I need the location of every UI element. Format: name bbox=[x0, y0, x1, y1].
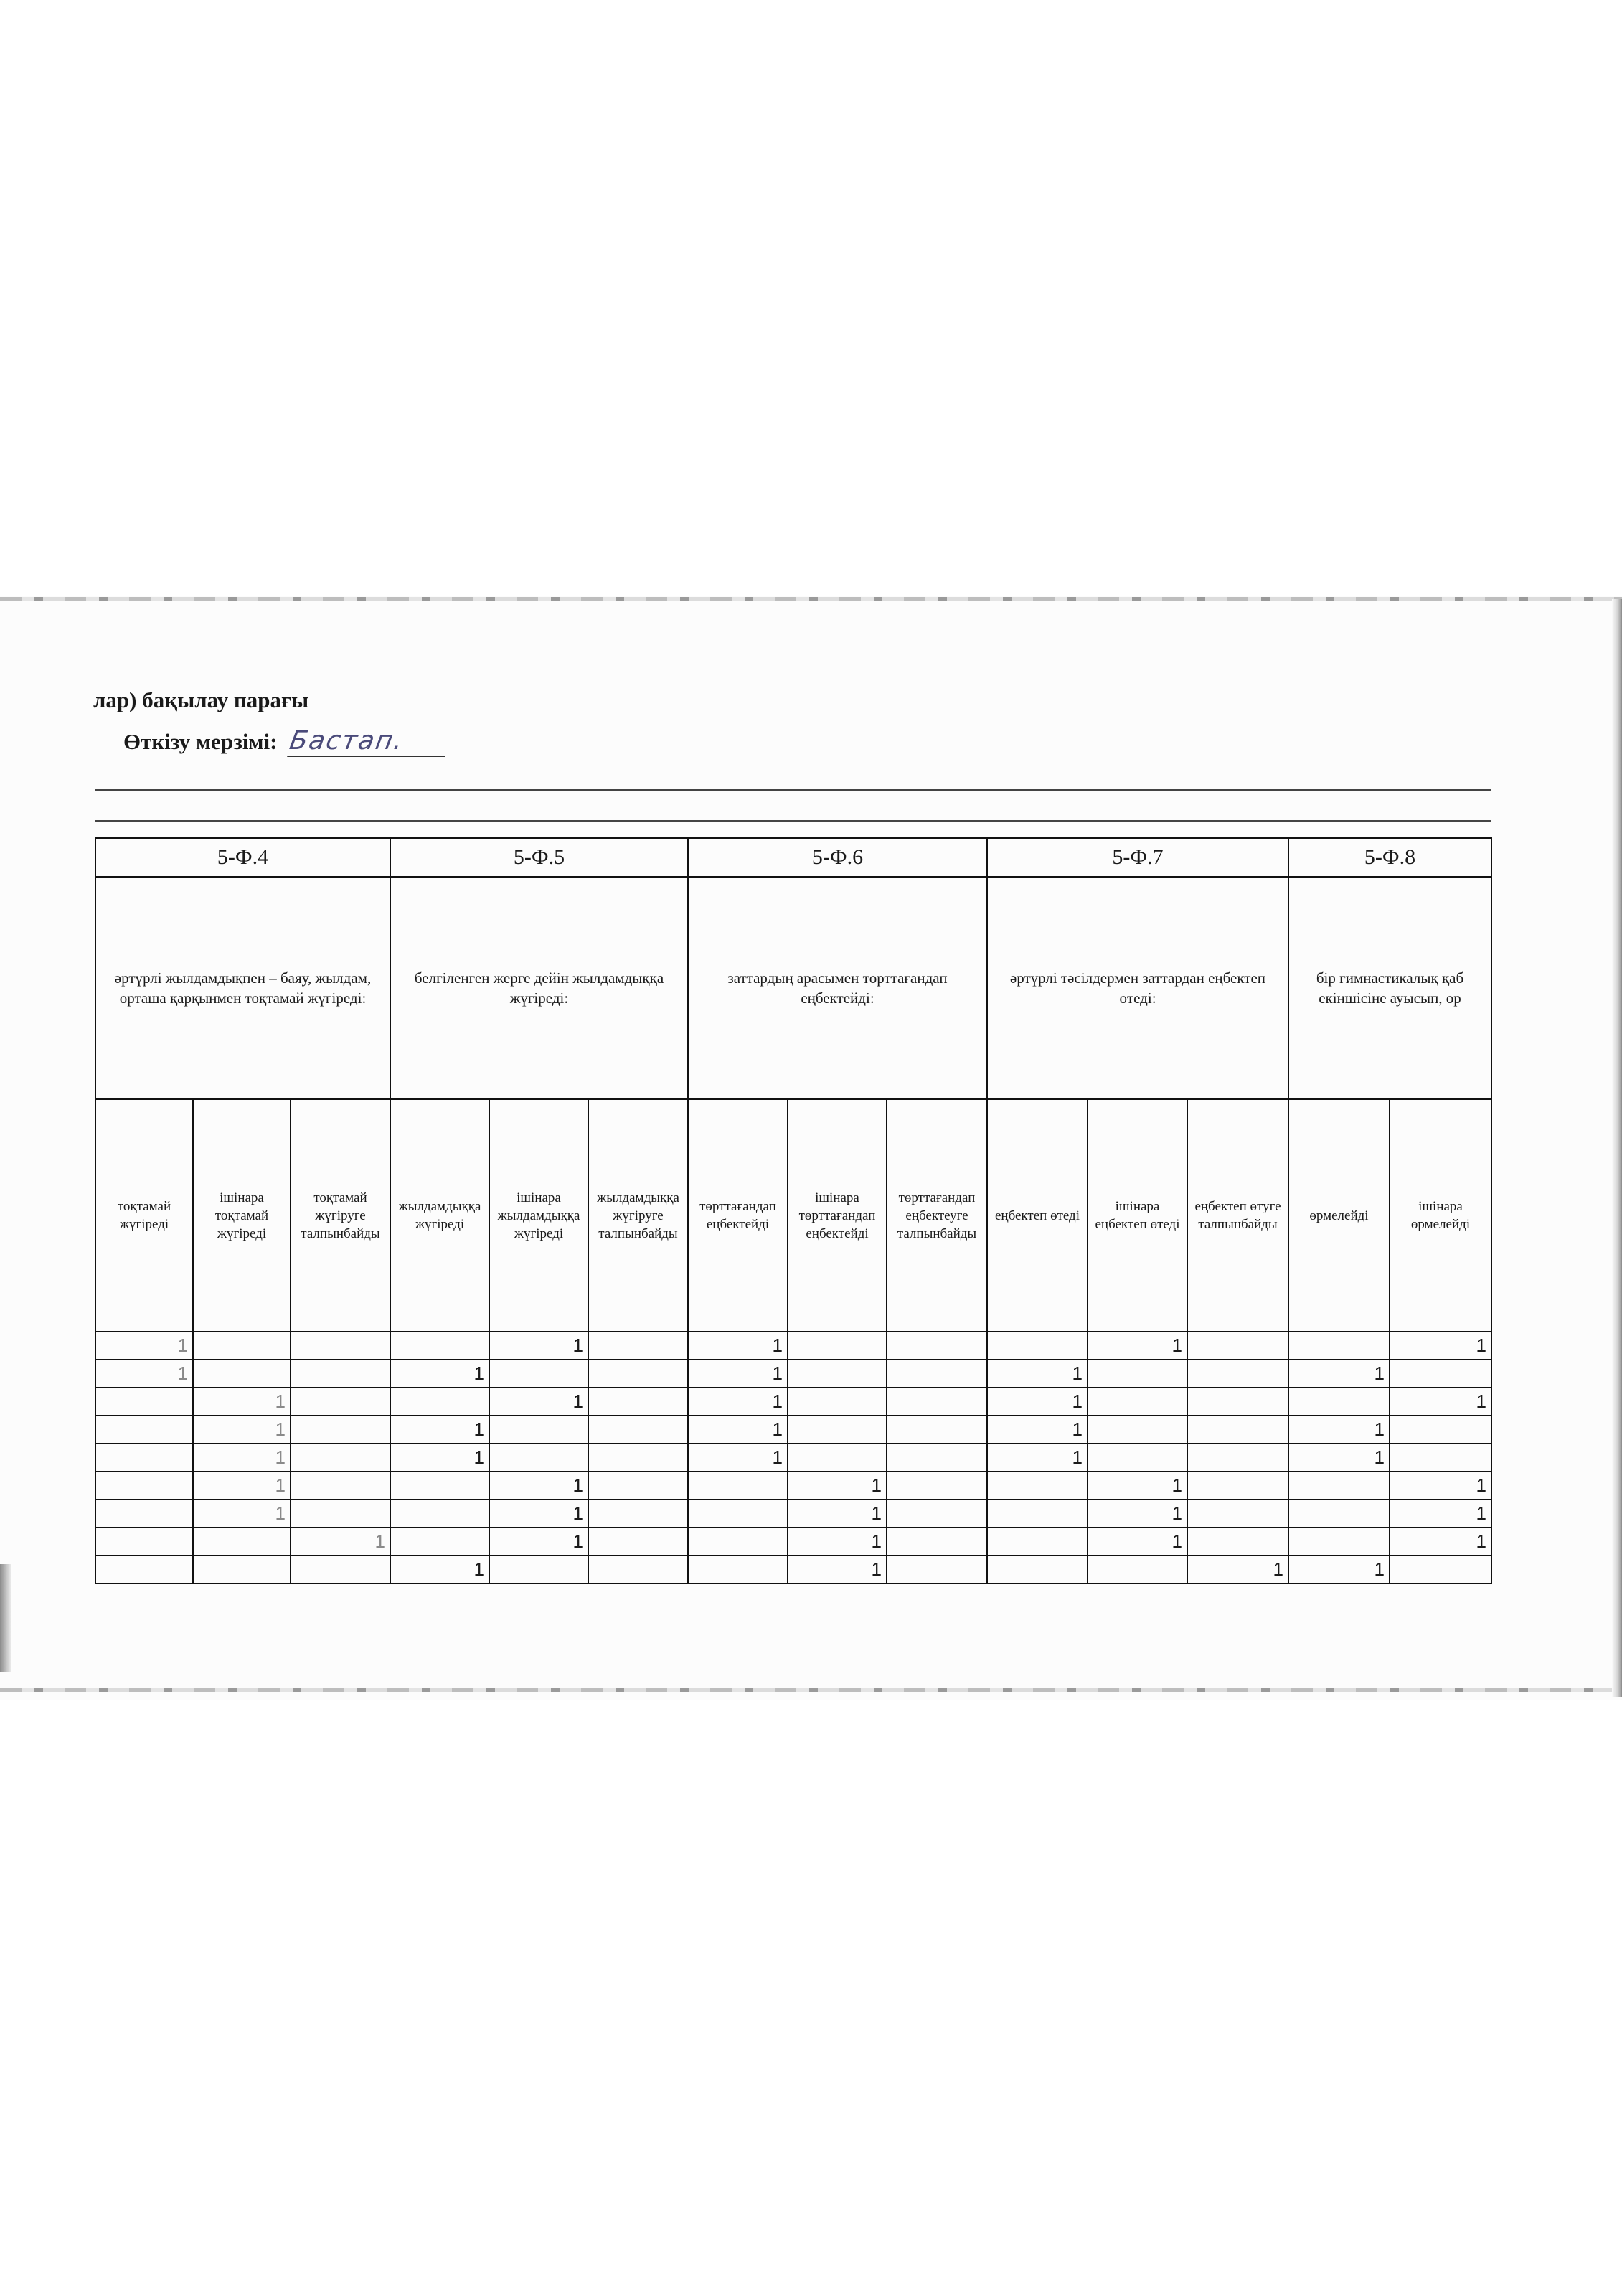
table-cell bbox=[987, 1500, 1088, 1528]
table-cell bbox=[95, 1388, 193, 1416]
page-title: лар) бақылау парағы bbox=[93, 687, 309, 712]
table-cell bbox=[588, 1332, 688, 1360]
table-cell bbox=[193, 1360, 291, 1388]
table-cell bbox=[291, 1388, 390, 1416]
table-cell bbox=[1288, 1388, 1390, 1416]
table-cell bbox=[788, 1360, 887, 1388]
table-cell: 1 bbox=[1288, 1416, 1390, 1444]
table-cell bbox=[887, 1416, 987, 1444]
sub-column-header: ішінара төрттағандап еңбектейді bbox=[788, 1099, 887, 1332]
table-cell bbox=[588, 1472, 688, 1500]
table-cell bbox=[887, 1556, 987, 1584]
table-cell bbox=[489, 1556, 588, 1584]
table-cell bbox=[788, 1416, 887, 1444]
table-cell bbox=[588, 1444, 688, 1472]
table-cell: 1 bbox=[1088, 1528, 1187, 1556]
date-value-handwritten: Бастап. bbox=[287, 726, 451, 757]
table-cell bbox=[588, 1500, 688, 1528]
table-cell bbox=[95, 1472, 193, 1500]
table-cell bbox=[1088, 1388, 1187, 1416]
table-cell bbox=[95, 1444, 193, 1472]
group-description: бір гимнастикалық қаб екіншісіне ауысып, өр bbox=[1288, 877, 1491, 1099]
table-cell bbox=[1088, 1360, 1187, 1388]
table-cell bbox=[588, 1416, 688, 1444]
table-cell: 1 bbox=[193, 1500, 291, 1528]
table-row bbox=[95, 1472, 1491, 1500]
sub-column-header-row bbox=[95, 1099, 1491, 1332]
sheet-bottom-edge bbox=[0, 1688, 1622, 1692]
table-cell bbox=[987, 1556, 1088, 1584]
table-cell bbox=[588, 1360, 688, 1388]
table-cell: 1 bbox=[788, 1556, 887, 1584]
table-cell bbox=[193, 1556, 291, 1584]
table-cell bbox=[1187, 1332, 1288, 1360]
table-cell bbox=[291, 1360, 390, 1388]
sheet-top-edge bbox=[0, 597, 1622, 601]
table-cell bbox=[291, 1332, 390, 1360]
table-cell: 1 bbox=[688, 1388, 788, 1416]
table-cell bbox=[588, 1556, 688, 1584]
group-code: 5-Ф.5 bbox=[390, 838, 688, 877]
sub-column-header: тоқтамай жүгіруге талпынбайды bbox=[291, 1099, 390, 1332]
sub-column-header: жылдамдыққа жүгіреді bbox=[390, 1099, 489, 1332]
sheet-left-shadow bbox=[0, 1564, 11, 1672]
table-cell: 1 bbox=[489, 1528, 588, 1556]
table-row bbox=[95, 1416, 1491, 1444]
table-cell bbox=[291, 1556, 390, 1584]
table-cell: 1 bbox=[987, 1360, 1088, 1388]
table-cell bbox=[1390, 1416, 1491, 1444]
table-cell: 1 bbox=[1088, 1472, 1187, 1500]
table-cell bbox=[987, 1528, 1088, 1556]
table-cell bbox=[887, 1444, 987, 1472]
table-cell: 1 bbox=[788, 1472, 887, 1500]
table-cell: 1 bbox=[193, 1388, 291, 1416]
table-row bbox=[95, 1556, 1491, 1584]
table-cell bbox=[688, 1500, 788, 1528]
group-code: 5-Ф.7 bbox=[987, 838, 1288, 877]
table-cell: 1 bbox=[1390, 1528, 1491, 1556]
table-cell: 1 bbox=[1288, 1444, 1390, 1472]
table-cell bbox=[1187, 1472, 1288, 1500]
table-cell: 1 bbox=[987, 1388, 1088, 1416]
table-cell bbox=[1187, 1444, 1288, 1472]
table-cell bbox=[390, 1528, 489, 1556]
group-description: әртүрлі жылдамдықпен – баяу, жылдам, орташа қарқынмен тоқтамай жүгіреді: bbox=[95, 877, 390, 1099]
table-cell bbox=[489, 1416, 588, 1444]
sub-column-header: ішінара өрмелейді bbox=[1390, 1099, 1491, 1332]
table-cell bbox=[390, 1472, 489, 1500]
table-cell bbox=[95, 1500, 193, 1528]
table-body bbox=[95, 1332, 1491, 1584]
group-code: 5-Ф.4 bbox=[95, 838, 390, 877]
table-cell: 1 bbox=[788, 1500, 887, 1528]
table-row bbox=[95, 1500, 1491, 1528]
group-description: әртүрлі тәсілдермен заттардан еңбектеп өтеді: bbox=[987, 877, 1288, 1099]
table-cell: 1 bbox=[1390, 1388, 1491, 1416]
table-cell: 1 bbox=[1288, 1360, 1390, 1388]
table-cell bbox=[987, 1332, 1088, 1360]
sheet-right-shadow bbox=[1612, 599, 1622, 1697]
table-cell: 1 bbox=[390, 1556, 489, 1584]
sub-column-header: өрмелейді bbox=[1288, 1099, 1390, 1332]
table-cell: 1 bbox=[987, 1444, 1088, 1472]
table-row bbox=[95, 1388, 1491, 1416]
table-cell bbox=[788, 1388, 887, 1416]
group-code: 5-Ф.6 bbox=[688, 838, 987, 877]
observation-table bbox=[95, 837, 1492, 1584]
table-cell bbox=[390, 1332, 489, 1360]
table-cell: 1 bbox=[987, 1416, 1088, 1444]
sub-column-header: төрттағандап еңбектеуге талпынбайды bbox=[887, 1099, 987, 1332]
table-cell bbox=[1187, 1388, 1288, 1416]
table-cell: 1 bbox=[1088, 1332, 1187, 1360]
table-cell bbox=[688, 1556, 788, 1584]
table-cell: 1 bbox=[390, 1416, 489, 1444]
table-cell bbox=[887, 1388, 987, 1416]
table-cell bbox=[291, 1416, 390, 1444]
table-cell: 1 bbox=[688, 1444, 788, 1472]
sub-column-header: ішінара еңбектеп өтеді bbox=[1088, 1099, 1187, 1332]
sub-column-header: тоқтамай жүгіреді bbox=[95, 1099, 193, 1332]
table-cell bbox=[390, 1500, 489, 1528]
table-cell bbox=[887, 1528, 987, 1556]
table-cell bbox=[1088, 1416, 1187, 1444]
table-cell bbox=[193, 1528, 291, 1556]
table-cell: 1 bbox=[1390, 1472, 1491, 1500]
table-cell bbox=[788, 1444, 887, 1472]
sub-column-header: төрттағандап еңбектейді bbox=[688, 1099, 788, 1332]
table-cell bbox=[1187, 1500, 1288, 1528]
table-cell bbox=[588, 1388, 688, 1416]
table-cell bbox=[1390, 1444, 1491, 1472]
table-cell: 1 bbox=[489, 1472, 588, 1500]
table-cell bbox=[987, 1472, 1088, 1500]
table-cell: 1 bbox=[1088, 1500, 1187, 1528]
table-cell: 1 bbox=[1390, 1332, 1491, 1360]
table-cell bbox=[887, 1500, 987, 1528]
ruled-line bbox=[95, 820, 1491, 822]
table-cell bbox=[1088, 1556, 1187, 1584]
table-cell bbox=[887, 1360, 987, 1388]
table-cell bbox=[489, 1444, 588, 1472]
table-cell: 1 bbox=[95, 1360, 193, 1388]
date-label: Өткізу мерзімі: bbox=[123, 729, 278, 754]
table-cell bbox=[1390, 1556, 1491, 1584]
table-cell: 1 bbox=[193, 1416, 291, 1444]
table-cell bbox=[390, 1388, 489, 1416]
table-cell bbox=[688, 1472, 788, 1500]
table-cell bbox=[1088, 1444, 1187, 1472]
date-row bbox=[123, 726, 448, 757]
table-cell: 1 bbox=[688, 1416, 788, 1444]
table-cell: 1 bbox=[95, 1332, 193, 1360]
sub-column-header: еңбектеп өтуге талпынбайды bbox=[1187, 1099, 1288, 1332]
group-description-row bbox=[95, 877, 1491, 1099]
group-code: 5-Ф.8 bbox=[1288, 838, 1491, 877]
table-cell: 1 bbox=[489, 1332, 588, 1360]
table-cell bbox=[291, 1444, 390, 1472]
sub-column-header: ішінара тоқтамай жүгіреді bbox=[193, 1099, 291, 1332]
sub-column-header: еңбектеп өтеді bbox=[987, 1099, 1088, 1332]
table-cell: 1 bbox=[1187, 1556, 1288, 1584]
table-cell: 1 bbox=[390, 1444, 489, 1472]
table-cell: 1 bbox=[1288, 1556, 1390, 1584]
table-cell bbox=[887, 1332, 987, 1360]
table-cell: 1 bbox=[688, 1332, 788, 1360]
table-cell bbox=[95, 1416, 193, 1444]
table-cell bbox=[193, 1332, 291, 1360]
table-cell bbox=[291, 1472, 390, 1500]
table-cell: 1 bbox=[489, 1388, 588, 1416]
table-cell bbox=[1288, 1332, 1390, 1360]
table-row bbox=[95, 1528, 1491, 1556]
table-cell: 1 bbox=[291, 1528, 390, 1556]
table-cell bbox=[1288, 1500, 1390, 1528]
table-cell bbox=[887, 1472, 987, 1500]
ruled-line bbox=[95, 789, 1491, 791]
table-cell bbox=[95, 1556, 193, 1584]
table-cell bbox=[1187, 1528, 1288, 1556]
table-cell bbox=[95, 1528, 193, 1556]
group-description: заттардың арасымен төрттағандап еңбектейді: bbox=[688, 877, 987, 1099]
table-cell: 1 bbox=[788, 1528, 887, 1556]
table-row bbox=[95, 1444, 1491, 1472]
table-cell: 1 bbox=[489, 1500, 588, 1528]
table-cell bbox=[688, 1528, 788, 1556]
table-cell bbox=[1288, 1528, 1390, 1556]
table-cell bbox=[1187, 1416, 1288, 1444]
table-cell bbox=[489, 1360, 588, 1388]
table-cell: 1 bbox=[193, 1472, 291, 1500]
group-code-row bbox=[95, 838, 1491, 877]
table-cell: 1 bbox=[390, 1360, 489, 1388]
table-row bbox=[95, 1360, 1491, 1388]
table-cell: 1 bbox=[688, 1360, 788, 1388]
group-description: белгіленген жерге дейін жылдамдыққа жүгіреді: bbox=[390, 877, 688, 1099]
table-cell: 1 bbox=[1390, 1500, 1491, 1528]
sub-column-header: ішінара жылдамдыққа жүгіреді bbox=[489, 1099, 588, 1332]
table-cell bbox=[1390, 1360, 1491, 1388]
table-cell bbox=[1288, 1472, 1390, 1500]
sub-column-header: жылдамдыққа жүгіруге талпынбайды bbox=[588, 1099, 688, 1332]
table-cell: 1 bbox=[193, 1444, 291, 1472]
table-row bbox=[95, 1332, 1491, 1360]
table-cell bbox=[588, 1528, 688, 1556]
table-cell bbox=[788, 1332, 887, 1360]
table-cell bbox=[1187, 1360, 1288, 1388]
table-cell bbox=[291, 1500, 390, 1528]
